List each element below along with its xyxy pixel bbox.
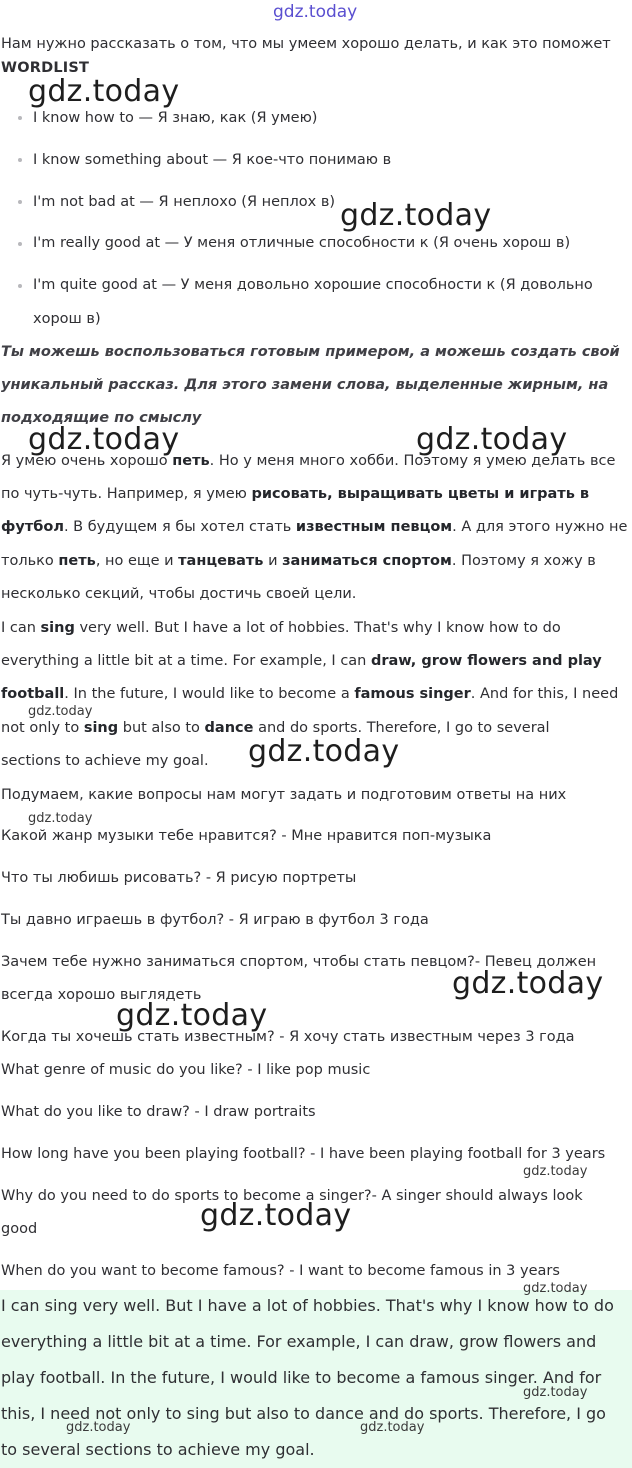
watermark-text: gdz.today <box>360 1420 425 1435</box>
en-story-line: I can sing very well. But I have a lot of hobbies. That's why I know how to do <box>1 620 561 636</box>
qa-en-line: Why do you need to do sports to become a singer?- A singer should always look <box>1 1188 583 1204</box>
ru-story-line: несколько секций, чтобы достичь своей цели. <box>1 586 357 602</box>
qa-en-line: How long have you been playing football? - I have been playing football for 3 years <box>1 1146 606 1162</box>
answer-line: I can sing very well. But I have a lot of hobbies. That's why I know how to do <box>1 1296 614 1315</box>
qa-en-line: What genre of music do you like? - I like pop music <box>1 1062 371 1078</box>
answer-line: everything a little bit at a time. For example, I can draw, grow flowers and <box>1 1332 597 1351</box>
en-story-line: sections to achieve my goal. <box>1 753 209 769</box>
bullet-icon <box>18 200 22 204</box>
qa-intro: Подумаем, какие вопросы нам могут задать и подготовим ответы на них <box>1 787 567 803</box>
qa-ru-line: Ты давно играешь в футбол? - Я играю в футбол 3 года <box>1 912 429 928</box>
watermark-text: gdz.today <box>28 74 180 109</box>
wordlist-item: I know how to — Я знаю, как (Я умею) <box>33 110 318 126</box>
intro-text: Нам нужно рассказать о том, что мы умеем хорошо делать, и как это поможет <box>1 36 611 52</box>
ru-story-line: только петь, но еще и танцевать и заниматься спортом. Поэтому я хожу в <box>1 553 596 569</box>
watermark-text: gdz.today <box>248 734 400 769</box>
qa-en-line: good <box>1 1221 38 1237</box>
en-story-line: football. In the future, I would like to become a famous singer. And for this, I need <box>1 686 619 702</box>
answer-line: play football. In the future, I would like to become a famous singer. And for <box>1 1368 602 1387</box>
watermark-text: gdz.today <box>66 1420 131 1435</box>
bullet-icon <box>18 158 22 162</box>
watermark-text: gdz.today <box>28 704 93 719</box>
bullet-icon <box>18 242 22 246</box>
watermark-text: gdz.today <box>28 811 93 826</box>
qa-ru-line: всегда хорошо выглядеть <box>1 987 202 1003</box>
watermark-text: gdz.today <box>452 966 604 1001</box>
wordlist-item-continuation: хорош в) <box>33 311 101 327</box>
watermark-text: gdz.today <box>416 422 568 457</box>
instruction-text: уникальный рассказ. Для этого замени слова, выделенные жирным, на <box>1 377 609 393</box>
wordlist-heading: WORDLIST <box>1 60 90 76</box>
qa-ru-line: Какой жанр музыки тебе нравится? - Мне нравится поп-музыка <box>1 828 492 844</box>
bullet-icon <box>18 116 22 120</box>
wordlist-item: I know something about — Я кое-что понимаю в <box>33 152 392 168</box>
ru-story-line: по чуть-чуть. Например, я умею рисовать, выращивать цветы и играть в <box>1 486 590 502</box>
watermark-text: gdz.today <box>523 1281 588 1296</box>
site-header-logo[interactable]: gdz.today <box>273 2 358 22</box>
qa-en-line: What do you like to draw? - I draw portraits <box>1 1104 316 1120</box>
qa-en-line: When do you want to become famous? - I want to become famous in 3 years <box>1 1263 560 1279</box>
instruction-text: Ты можешь воспользоваться готовым примером, а можешь создать свой <box>1 344 620 360</box>
answer-highlight-box <box>0 1290 632 1468</box>
wordlist-item: I'm quite good at — У меня довольно хорошие способности к (Я довольно <box>33 277 593 293</box>
ru-story-line: футбол. В будущем я бы хотел стать известным певцом. А для этого нужно не <box>1 519 628 535</box>
watermark-text: gdz.today <box>116 998 268 1033</box>
answer-line: to several sections to achieve my goal. <box>1 1440 315 1459</box>
wordlist-item: I'm really good at — У меня отличные способности к (Я очень хорош в) <box>33 235 571 251</box>
en-story-line: not only to sing but also to dance and do sports. Therefore, I go to several <box>1 720 550 736</box>
instruction-text: подходящие по смыслу <box>1 410 202 426</box>
watermark-text: gdz.today <box>523 1385 588 1400</box>
answer-line: this, I need not only to sing but also to dance and do sports. Therefore, I go <box>1 1404 606 1423</box>
qa-ru-line: Зачем тебе нужно заниматься спортом, чтобы стать певцом?- Певец должен <box>1 954 597 970</box>
ru-story-line: Я умею очень хорошо петь. Но у меня много хобби. Поэтому я умею делать все <box>1 453 616 469</box>
wordlist-item: I'm not bad at — Я неплохо (Я неплох в) <box>33 194 336 210</box>
qa-ru-line: Что ты любишь рисовать? - Я рисую портреты <box>1 870 357 886</box>
watermark-text: gdz.today <box>340 198 492 233</box>
watermark-text: gdz.today <box>200 1198 352 1233</box>
bullet-icon <box>18 284 22 288</box>
watermark-text: gdz.today <box>28 422 180 457</box>
qa-ru-line: Когда ты хочешь стать известным? - Я хочу стать известным через 3 года <box>1 1029 575 1045</box>
en-story-line: everything a little bit at a time. For example, I can draw, grow flowers and play <box>1 653 602 669</box>
watermark-text: gdz.today <box>523 1164 588 1179</box>
